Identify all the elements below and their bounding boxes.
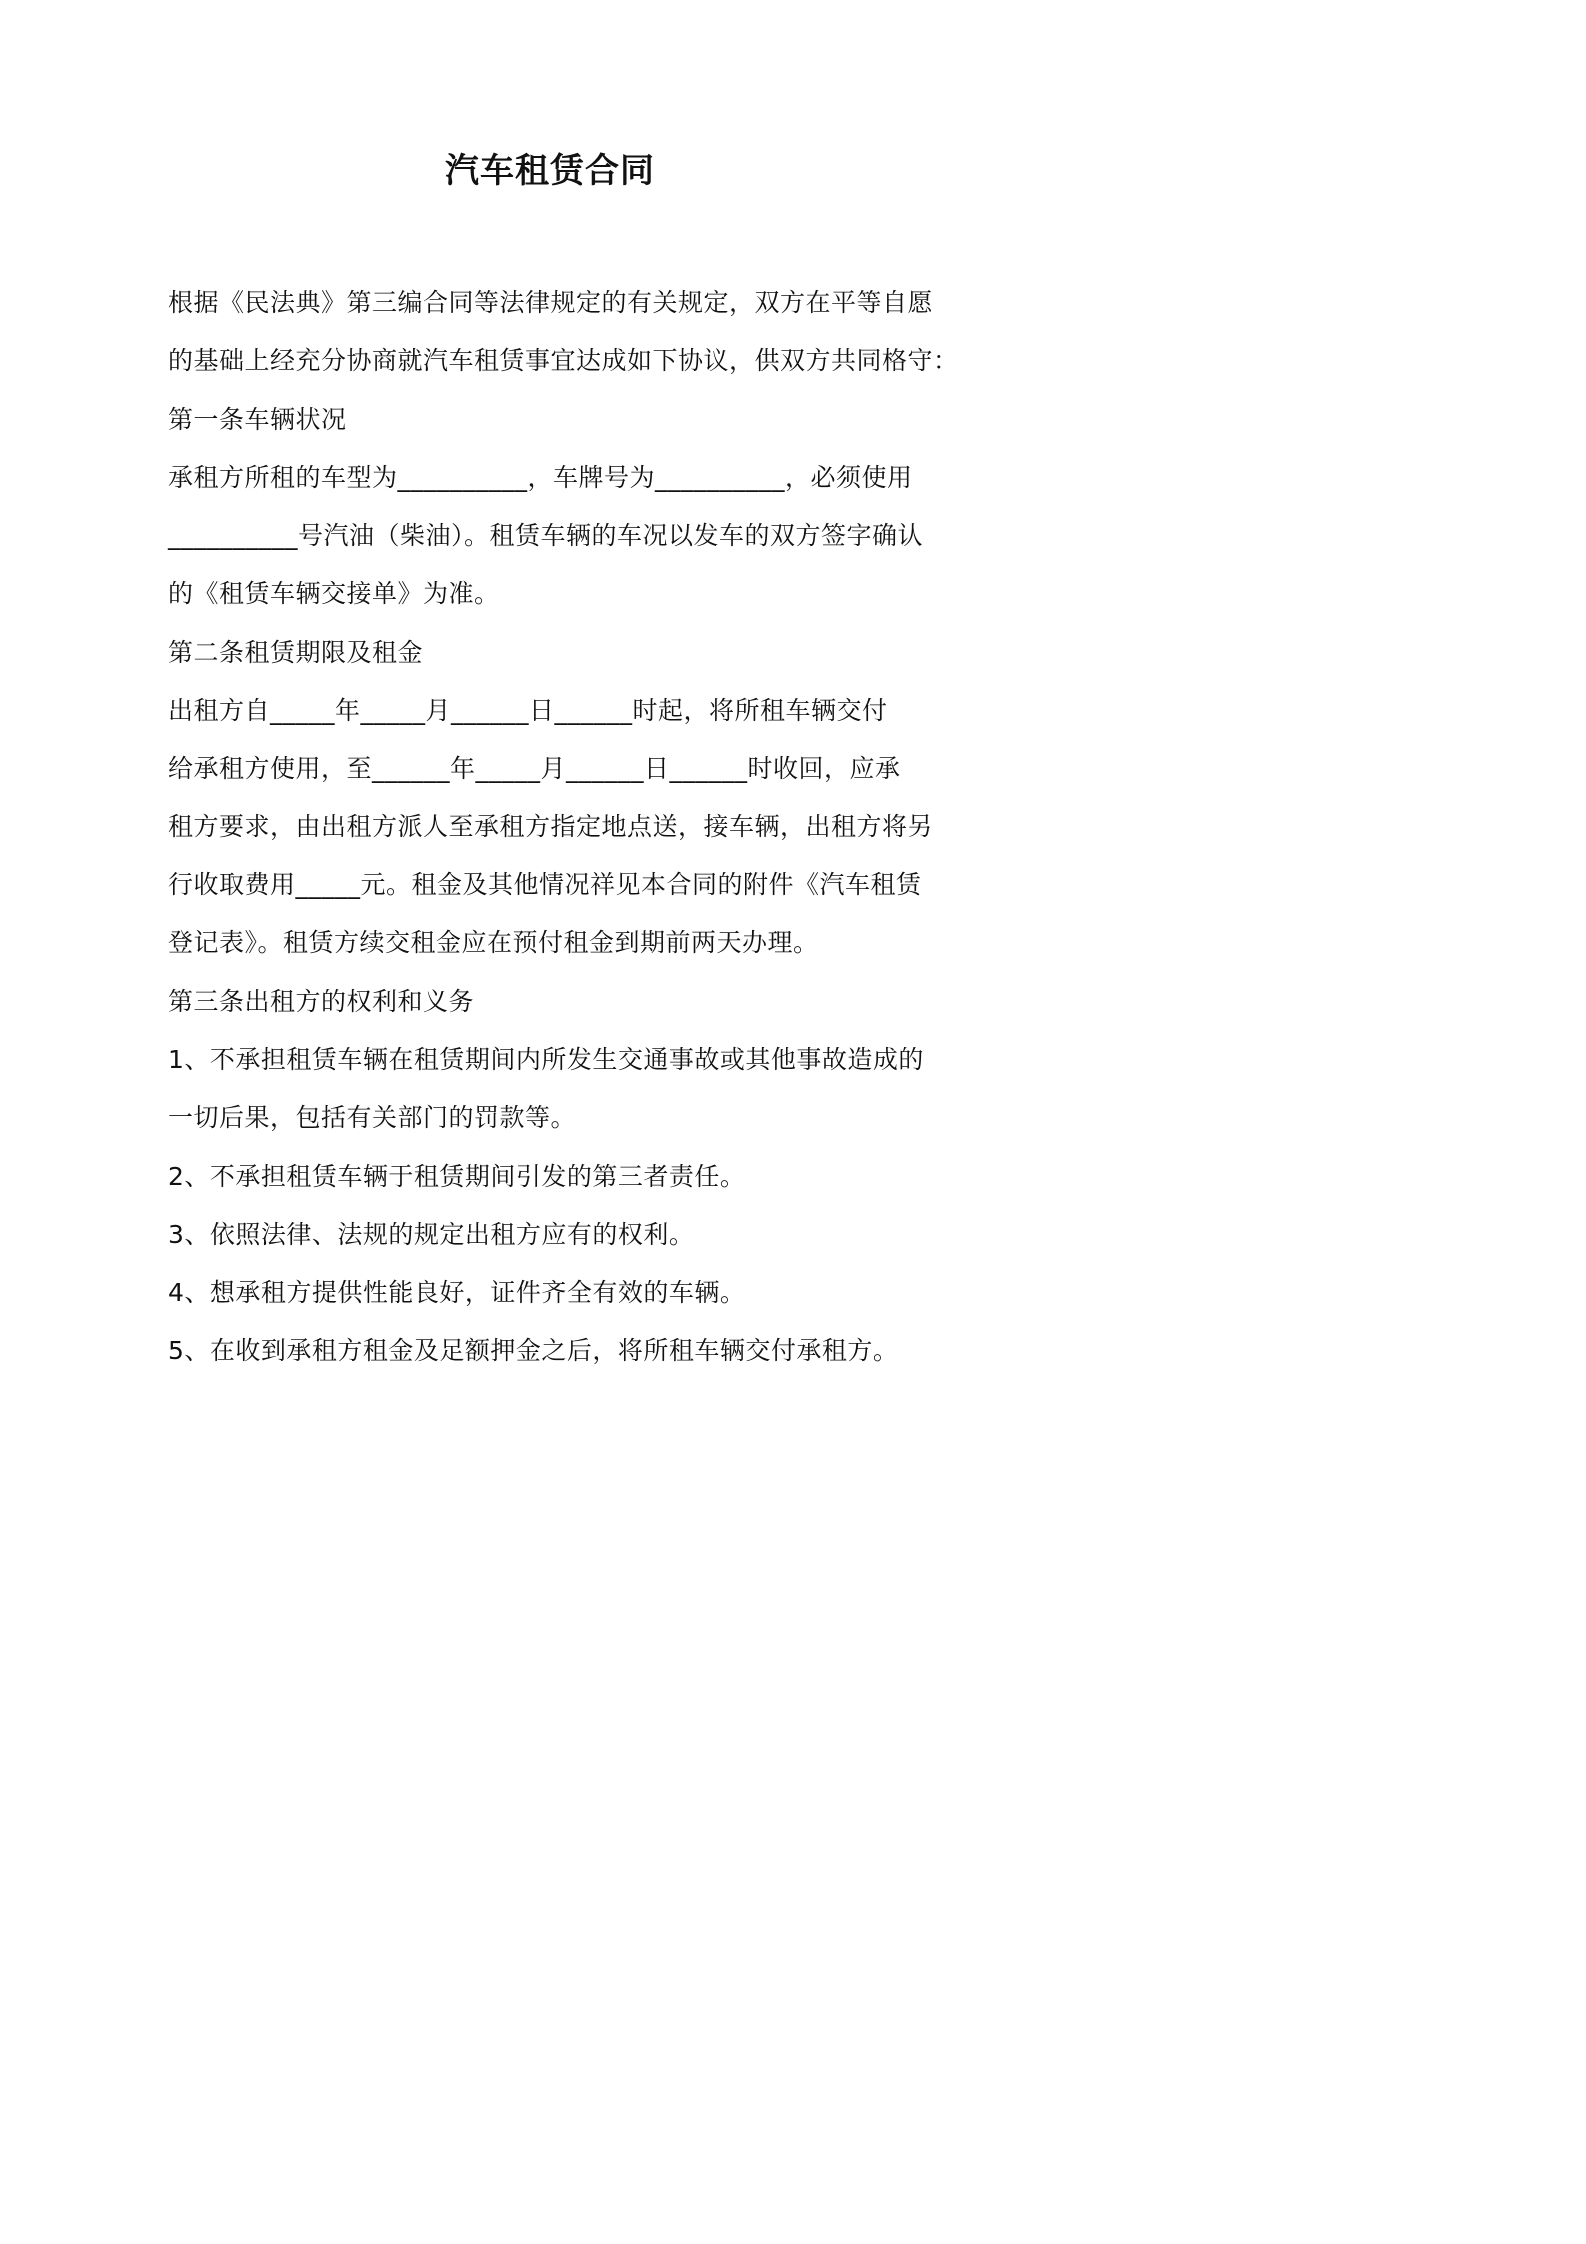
article-3-item-4: 4、想承租方提供性能良好，证件齐全有效的车辆。 [168, 1278, 746, 1307]
article-3-item-2: 2、不承担租赁车辆于租赁期间引发的第三者责任。 [168, 1162, 746, 1191]
article-1-line-3: 的《租赁车辆交接单》为准。 [168, 579, 500, 608]
document-title: 汽车租赁合同 [445, 151, 655, 191]
article-2-heading: 第二条租赁期限及租金 [168, 638, 424, 667]
article-3-item-1-line-2: 一切后果，包括有关部门的罚款等。 [168, 1103, 577, 1132]
article-1-line-2: __________号汽油（柴油）。租赁车辆的车况以发车的双方签字确认 [168, 521, 924, 550]
intro-line-1: 根据《民法典》第三编合同等法律规定的有关规定，双方在平等自愿 [168, 288, 934, 317]
article-1-line-1: 承租方所租的车型为__________，车牌号为__________，必须使用 [168, 463, 913, 492]
article-3-heading: 第三条出租方的权利和义务 [168, 987, 475, 1016]
article-1-heading: 第一条车辆状况 [168, 405, 347, 434]
document-page [0, 0, 1100, 1555]
intro-line-2: 的基础上经充分协商就汽车租赁事宜达成如下协议，供双方共同格守： [168, 346, 959, 375]
article-2-line-1: 出租方自_____年_____月______日______时起，将所租车辆交付 [168, 696, 888, 725]
article-2-line-2: 给承租方使用，至______年_____月______日______时收回，应承 [168, 754, 901, 783]
article-3-item-3: 3、依照法律、法规的规定出租方应有的权利。 [168, 1220, 695, 1249]
article-3-item-5: 5、在收到承租方租金及足额押金之后，将所租车辆交付承租方。 [168, 1336, 899, 1365]
article-2-line-3: 租方要求，由出租方派人至承租方指定地点送，接车辆，出租方将另 [168, 812, 934, 841]
article-2-line-5: 登记表》。租赁方续交租金应在预付租金到期前两天办理。 [168, 928, 819, 957]
article-3-item-1-line-1: 1、不承担租赁车辆在租赁期间内所发生交通事故或其他事故造成的 [168, 1045, 924, 1074]
article-2-line-4: 行收取费用_____元。租金及其他情况祥见本合同的附件《汽车租赁 [168, 870, 922, 899]
